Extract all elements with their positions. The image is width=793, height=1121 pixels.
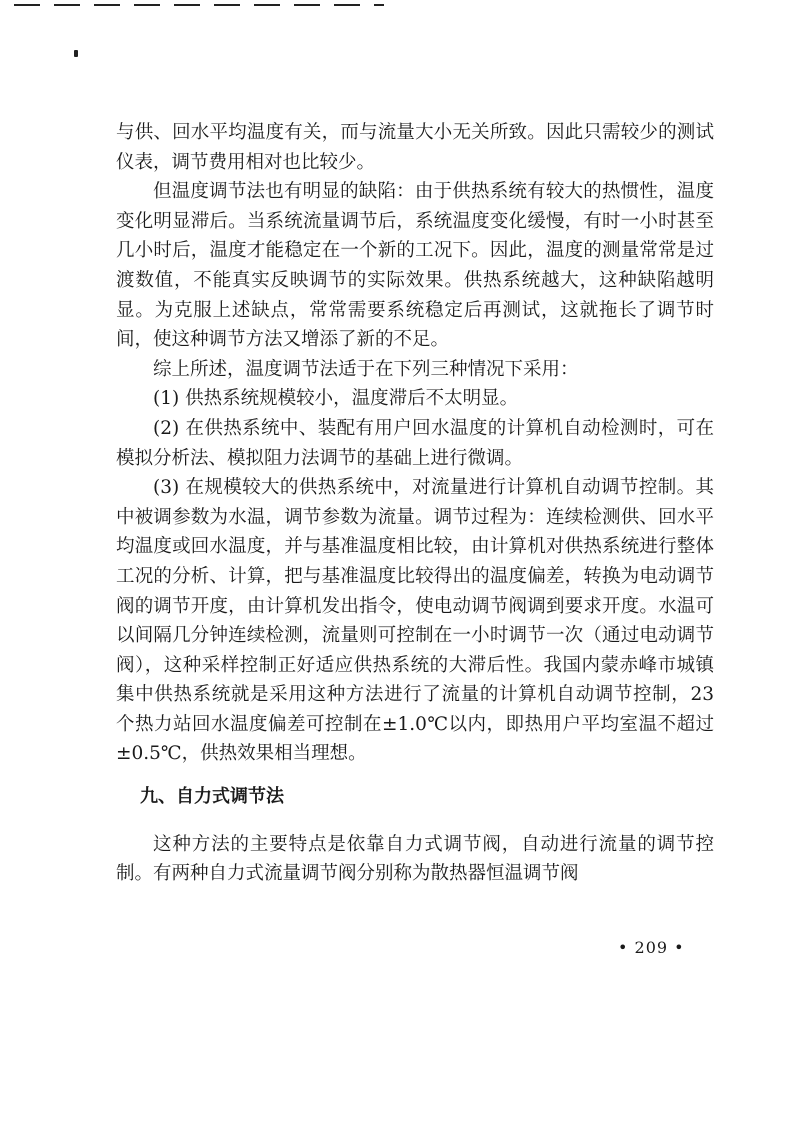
top-dashed-rule (14, 4, 384, 6)
paragraph-continuation: 与供、回水平均温度有关，而与流量大小无关所致。因此只需较少的测试仪表，调节费用相对也比较少。 (116, 122, 714, 173)
scan-speck (74, 50, 78, 57)
paragraph-self-operated: 这种方法的主要特点是依靠自力式调节阀，自动进行流量的调节控制。有两种自力式流量调节阀分别称为散热器恒温调节阀 (116, 833, 714, 885)
page-body (116, 118, 714, 889)
section-heading: 九、自力式调节法 (140, 786, 284, 808)
list-item-3: (3) 在规模较大的供热系统中，对流量进行计算机自动调节控制。其中被调参数为水温，调节参数为流量。调节过程为：连续检测供、回水平均温度或回水温度，并与基准温度相比较，由计算机对供热系统进行整体工况的分析、计算，把与基准温度比较得出的温度偏差，转换为电动调节阀的调节开度，由计算机发出指令，使电动调节阀调到要求开度。水温可以间隔几分钟连续检测，流量则可控制在一小时调节一次（通过电动调节阀），这种采样控制正好适应供热系统的大滞后性。我国内蒙赤峰市城镇集中供热系统就是采用这种方法进行了流量的计算机自动调节控制，23 个热力站回水温度偏差可控制在±1.0℃以内，即热用户平均室温不超过±0.5℃，供热效果相当理想。 (116, 477, 714, 765)
list-item-2: (2) 在供热系统中、装配有用户回水温度的计算机自动检测时，可在模拟分析法、模拟阻力法调节的基础上进行微调。 (116, 417, 714, 469)
page-number: • 209 • (618, 938, 685, 957)
list-item-1: (1) 供热系统规模较小，温度滞后不太明显。 (153, 388, 519, 410)
paragraph-summary-intro: 综上所述，温度调节法适于在下列三种情况下采用： (153, 358, 579, 380)
paragraph-temperature-drawbacks: 但温度调节法也有明显的缺陷：由于供热系统有较大的热惯性，温度变化明显滞后。当系统流量调节后，系统温度变化缓慢，有时一小时甚至几小时后，温度才能稳定在一个新的工况下。因此，温度的测量常常是过渡数值，不能真实反映调节的实际效果。供热系统越大，这种缺陷越明显。为克服上述缺点，常常需要系统稳定后再测试，这就拖长了调节时间，使这种调节方法又增添了新的不足。 (116, 181, 714, 351)
